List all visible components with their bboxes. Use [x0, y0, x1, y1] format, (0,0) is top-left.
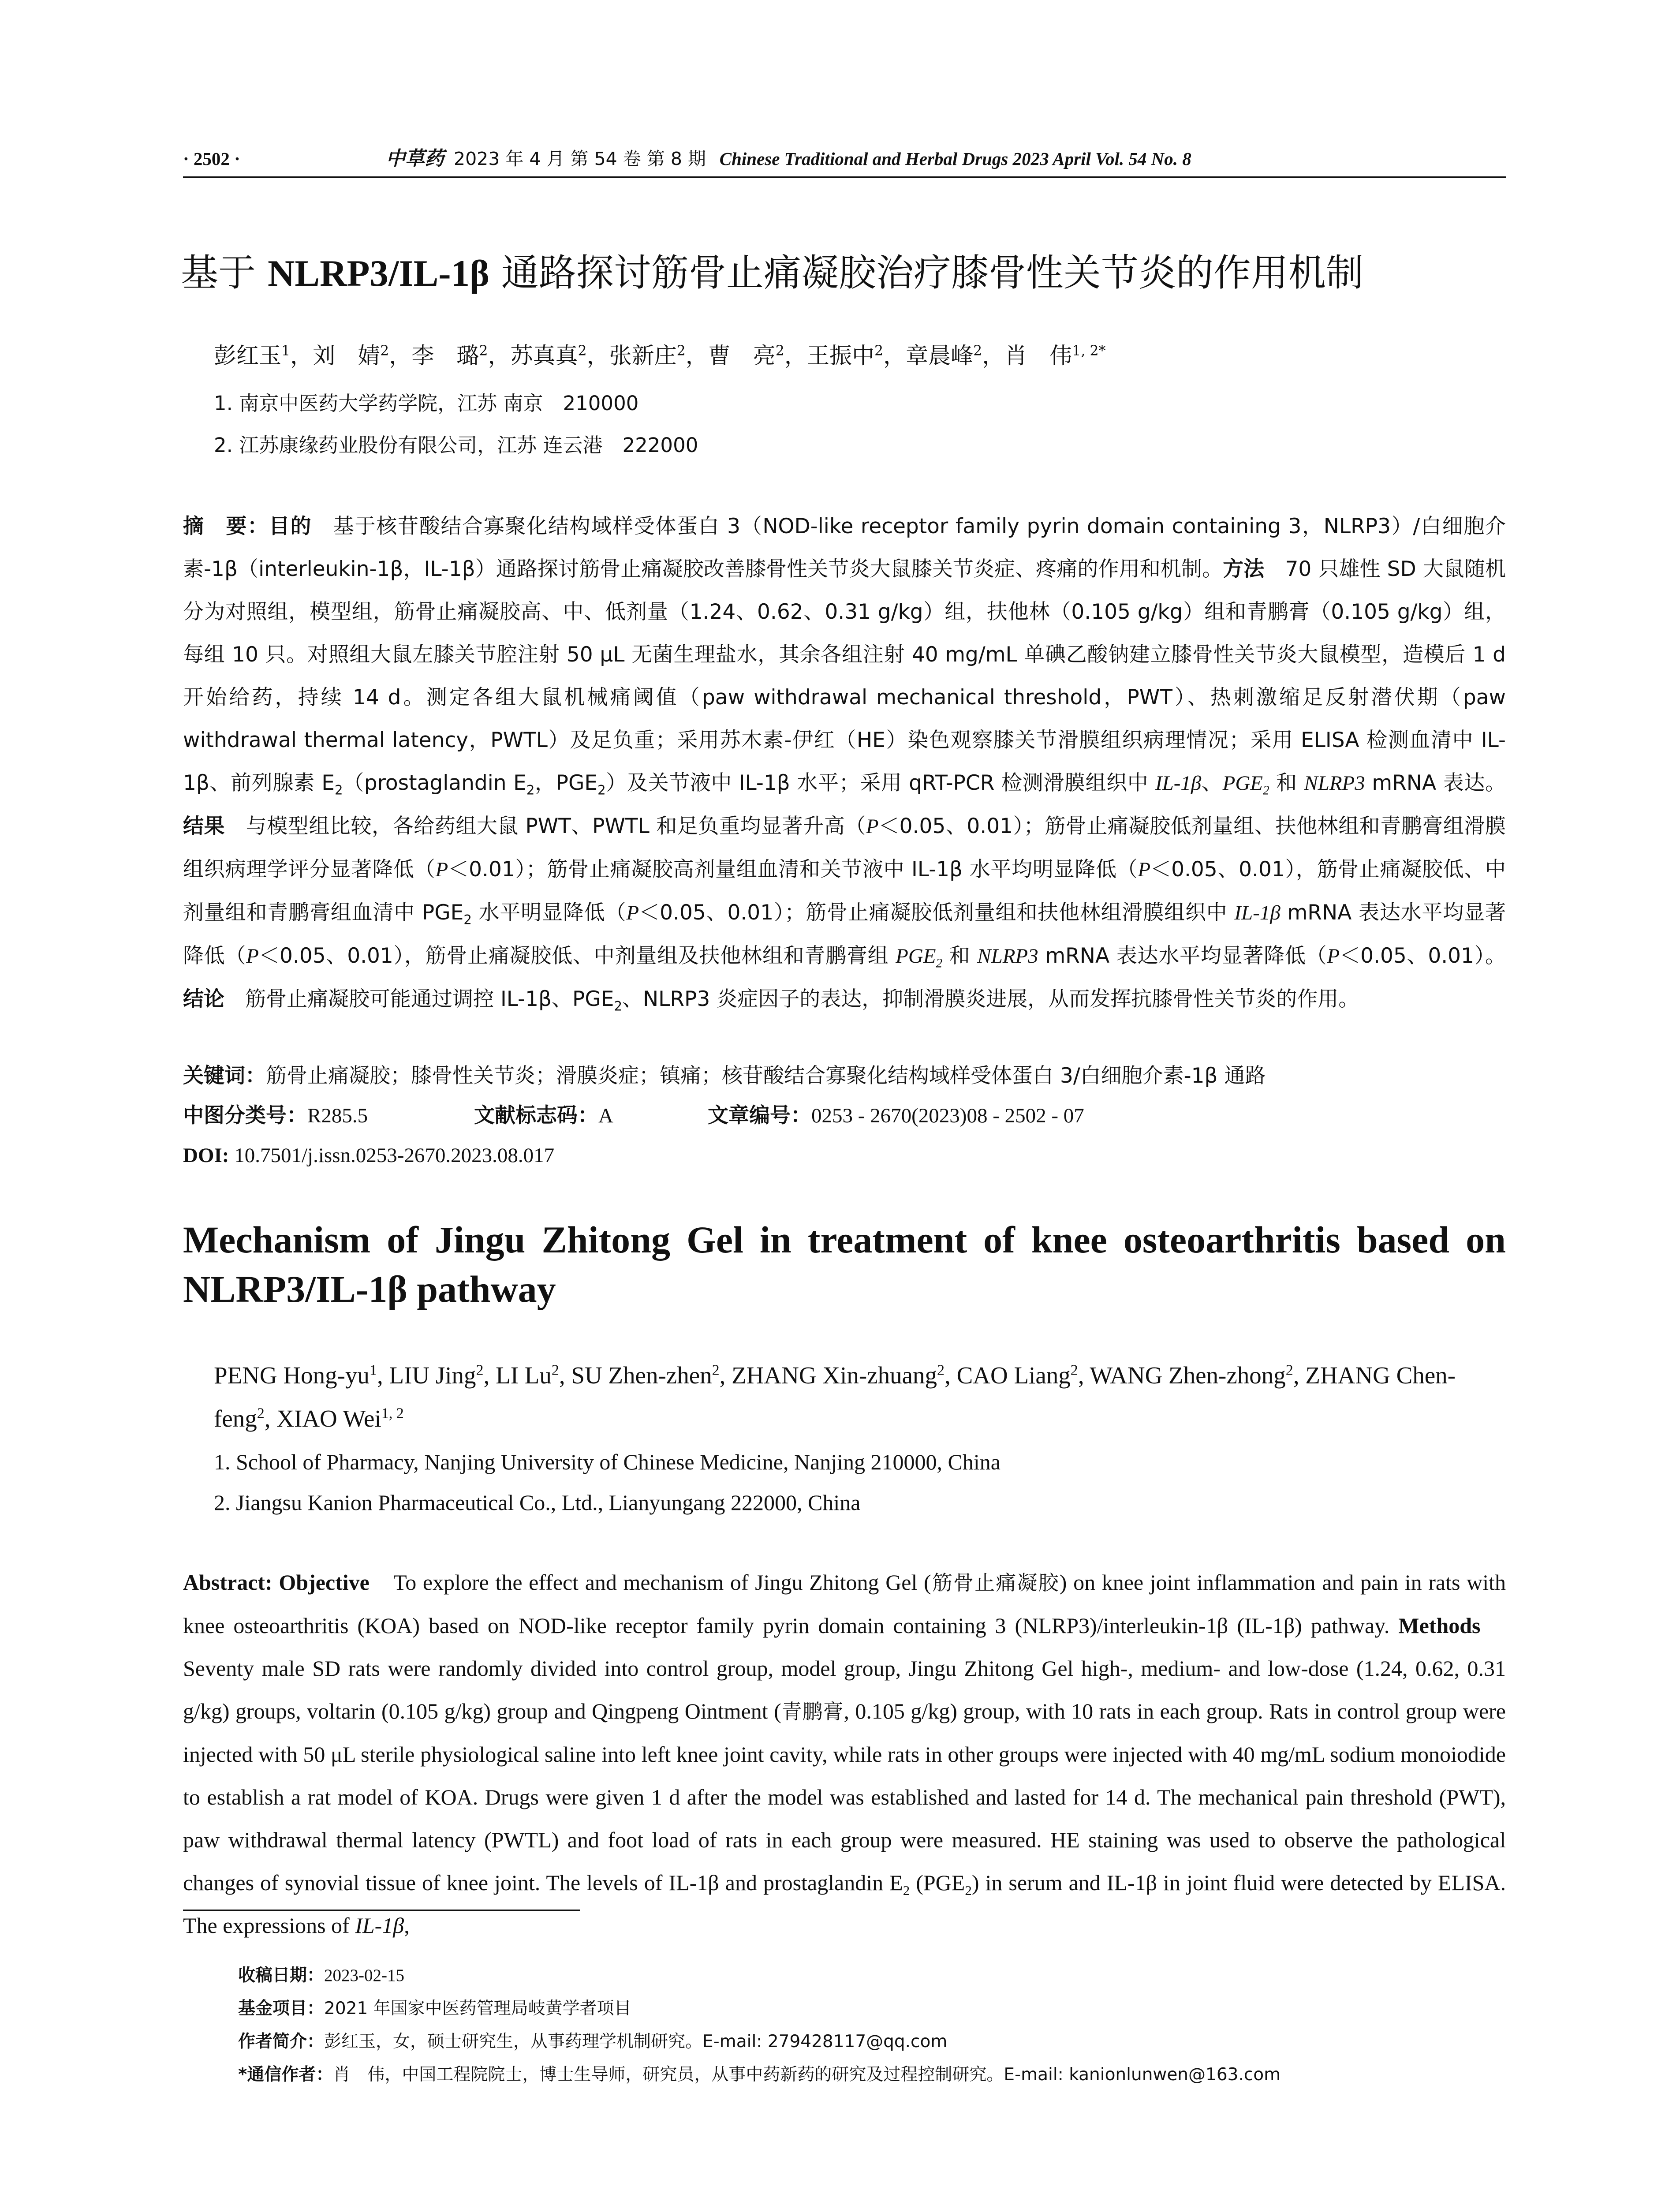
en-author-list: [214, 1354, 1510, 1440]
cn-author-affil-mark: 2: [973, 343, 982, 359]
keywords-text: 筋骨止痛凝胶；膝骨性关节炎；滑膜炎症；镇痛；核苷酸结合寡聚化结构域样受体蛋白 3/白细胞介素-1β 通路: [266, 1064, 1266, 1088]
cn-methods-gene-3: NLRP3: [1304, 772, 1365, 795]
en-author-affil-mark: 2: [937, 1362, 945, 1379]
cn-methods-text-6: 和: [1269, 771, 1304, 795]
en-author-affil-mark: 1, 2: [381, 1405, 404, 1422]
cn-author-affil-mark: 2: [676, 343, 686, 359]
issue-cn: 2023 年 4 月 第 54 卷 第 8 期: [454, 148, 706, 169]
en-author-separator: ,: [377, 1362, 389, 1389]
cn-methods-sub-c: 2: [597, 782, 606, 798]
en-author-separator: ,: [945, 1362, 957, 1389]
cn-methods-text-1: 70 只雄性 SD 大鼠随机分为对照组，模型组，筋骨止痛凝胶高、中、低剂量（1.24、0.62、0.31 g/kg）组，扶他林（0.105 g/kg）组和青鹏膏（0.105 g/kg）组，每组 10 只。对照组大鼠左膝关节腔注射 50 μL 无菌生理盐水，其余各组注射 40 mg/mL 单碘乙酸钠建立膝骨性关节炎大鼠模型，造模后 1 d 开始给药，持续 14 d。测定各组大鼠机械痛阈值（paw withdrawal mechanical threshold，PWT）、热刺激缩足反射潜伏期（paw withdrawal thermal latency，PWTL）及足负重；采用苏木素-伊红（HE）染色观察膝关节滑膜组织病理情况；采用 ELISA 检测血清中 IL-1β、前列腺素 E: [183, 557, 1506, 795]
cn-results-text-5: 水平明显降低（: [471, 901, 627, 925]
cn-methods-sub-b: 2: [526, 782, 535, 798]
cn-results-text-7: mRNA 表达水平均显著降低（: [183, 901, 1506, 968]
en-methods-text-1: Seventy male SD rats were randomly divided into control group, model group, Jingu Zhitong Gel high-, medium- and low-dose (1.24, 0.62, 0.31 g/kg) groups, voltarin (0.105 g/kg) group and Qingpeng Ointment (: [183, 1613, 1506, 1723]
cn-methods-text-7: mRNA 表达。: [1365, 771, 1506, 795]
cn-results-gene-3: NLRP3: [977, 945, 1038, 968]
article-no-value: 0253 - 2670(2023)08 - 2502 - 07: [811, 1104, 1084, 1127]
cn-conclusion-sub: 2: [614, 998, 623, 1014]
cn-results-text-9: 和: [942, 944, 978, 968]
en-methods-label: Methods: [1398, 1613, 1481, 1638]
cn-conclusion-text-2: 、NLRP3 炎症因子的表达，抑制滑膜炎进展，从而发挥抗膝骨性关节炎的作用。: [622, 987, 1359, 1011]
cn-results-p-4: P: [626, 901, 639, 924]
cn-results-sub: 2: [463, 912, 472, 927]
cn-objective-text: 基于核苷酸结合寡聚化结构域样受体蛋白 3（NOD-like receptor family pyrin domain containing 3，NLRP3）/白细胞介素-1β（interleukin-1β，IL-1β）通路探讨筋骨止痛凝胶改善膝骨性关节炎大鼠膝关节炎症、疼痛的作用和机制。: [183, 514, 1506, 581]
cn-author-affil-mark: 2: [775, 343, 784, 359]
journal-name-cn: 中草药: [386, 147, 444, 170]
cn-conclusion-text: 筋骨止痛凝胶可能通过调控 IL-1β、PGE: [224, 987, 614, 1011]
cn-author-separator: ，: [982, 343, 1005, 369]
en-author-affil-mark: 2: [1070, 1362, 1078, 1379]
cn-author-name: 李 璐: [411, 343, 479, 369]
fund-value: 2021 年国家中医药管理局岐黄学者项目: [324, 1999, 631, 2018]
cn-author-separator: ，: [685, 343, 708, 369]
cn-title: [181, 249, 1508, 298]
cn-author-name: 苏真真: [510, 343, 578, 369]
cn-results-text-6: ＜0.05、0.01）；筋骨止痛凝胶低剂量组和扶他林组滑膜组织中: [639, 901, 1235, 925]
en-methods-cn: 青鹏膏: [781, 1700, 844, 1723]
cn-author-separator: ，: [784, 343, 807, 369]
en-author-name: WANG Zhen-zhong: [1090, 1362, 1286, 1389]
en-title: Mechanism of Jingu Zhitong Gel in treatment of knee osteoarthritis based on NLRP3/IL-1β pathway: [183, 1218, 1506, 1310]
cn-results-p-2: P: [435, 858, 448, 881]
doi-label: DOI:: [183, 1144, 229, 1167]
en-objective-cn: 筋骨止痛凝胶: [931, 1571, 1060, 1595]
en-methods-text-2: , 0.105 g/kg) group, with 10 rats in each group. Rats in control group were injected with 50 μL sterile physiological saline into left knee joint cavity, while rats in other groups were injected with 40 mg/mL sodium monoiodide to establish a rat model of KOA. Drugs were given 1 d after the model was established and lasted for 14 d. The mechanical pain threshold (PWT), paw withdrawal thermal latency (PWTL) and foot load of rats in each group were measured. HE staining was used to observe the pathological changes of synovial tissue of knee joint. The levels of IL-1β and prostaglandin E: [183, 1699, 1506, 1895]
corresponding-value: 肖 伟，中国工程院院士，博士生导师，研究员，从事中药新药的研究及过程控制研究。E-mail: kanionlunwen@163.com: [333, 2065, 1281, 2085]
cn-author-list: [214, 340, 1519, 373]
cn-author-separator: ，: [389, 343, 412, 369]
cn-results-text-1: 与模型组比较，各给药组大鼠 PWT、PWTL 和足负重均显著升高（: [225, 814, 866, 838]
cn-results-text-4: ＜0.05、0.01），筋骨止痛凝胶低、中剂量组和青鹏膏组血清中 PGE: [183, 857, 1506, 925]
en-objective-label: Objective: [272, 1570, 370, 1595]
cn-results-p-3: P: [1138, 858, 1151, 881]
cn-results-text-3: ＜0.01）；筋骨止痛凝胶高剂量组血清和关节液中 IL-1β 水平均明显降低（: [448, 857, 1138, 882]
cn-author-separator: ，: [290, 343, 313, 369]
doc-code-label: 文献标志码：: [474, 1103, 598, 1128]
en-author-name: XIAO Wei: [276, 1405, 381, 1432]
cn-methods-gene-1: IL-1β: [1155, 772, 1202, 795]
cn-author-name: 王振中: [806, 343, 874, 369]
en-author-name: SU Zhen-zhen: [571, 1362, 712, 1389]
received-label: 收稿日期：: [238, 1966, 325, 1985]
en-author-name: ZHANG Xin-zhuang: [732, 1362, 937, 1389]
en-abstract: [183, 1561, 1506, 1947]
cn-results-label: 结果: [183, 814, 225, 838]
en-author-name: ZHANG Chen-feng: [214, 1362, 1456, 1432]
cn-author-separator: ，: [586, 343, 609, 369]
page-number: · 2502 ·: [183, 149, 240, 169]
cn-abstract: [183, 505, 1506, 1020]
cn-methods-text-5: 、: [1201, 771, 1223, 795]
cn-results-text-10: mRNA 表达水平均显著降低（: [1038, 944, 1327, 968]
cn-author-name: 章晨峰: [906, 343, 974, 369]
cn-results-text-11: ＜0.05、0.01）。: [1340, 944, 1506, 968]
en-author-name: PENG Hong-yu: [214, 1362, 370, 1389]
keywords-label: 关键词：: [183, 1064, 266, 1088]
header-rule: [183, 176, 1506, 178]
en-author-separator: ,: [264, 1405, 277, 1432]
footnote-corresponding: [238, 2062, 1281, 2088]
cn-affiliation-2: 2. 江苏康缘药业股份有限公司，江苏 连云港 222000: [214, 434, 698, 457]
running-header: [183, 143, 1506, 174]
doi-line: [183, 1138, 554, 1173]
en-methods-text-4: ) in serum and IL-1β in joint fluid were detected by ELISA. The expressions of: [183, 1870, 1506, 1938]
cn-results-gene-2-sub: 2: [936, 956, 943, 971]
cn-author-separator: ，: [488, 343, 511, 369]
en-objective-text-1: To explore the effect and mechanism of Jingu Zhitong Gel (: [369, 1570, 931, 1595]
en-objective-text-2: ) on knee joint inflammation and pain in rats with knee osteoarthritis (KOA) based on NOD-like receptor family pyrin domain containing 3 (NLRP3)/interleukin-1β (IL-1β) pathway.: [183, 1570, 1506, 1638]
article-no-label: 文章编号：: [708, 1103, 811, 1128]
en-methods-sub-b: 2: [965, 1883, 972, 1898]
en-author-separator: ,: [1293, 1362, 1306, 1389]
journal-name-en: Chinese Traditional and Herbal Drugs 2023 April Vol. 54 No. 8: [719, 149, 1191, 169]
cn-author-affil-mark: 1: [281, 343, 291, 359]
cn-author-name: 曹 亮: [708, 343, 776, 369]
en-author-affil-mark: 2: [1285, 1362, 1293, 1379]
en-author-affil-mark: 2: [712, 1362, 720, 1379]
cn-conclusion-label: 结论: [183, 987, 224, 1011]
cn-keywords: [183, 1058, 1266, 1094]
footnote-fund: [238, 1996, 631, 2022]
cn-results-p-1: P: [866, 815, 879, 838]
journal-line: [386, 143, 1191, 174]
cn-author-name: 张新庄: [609, 343, 677, 369]
cn-objective-label: 目的: [269, 514, 312, 538]
doi-value: 10.7501/j.issn.0253-2670.2023.08.017: [229, 1144, 555, 1167]
en-abstract-label: Abstract:: [183, 1570, 273, 1595]
cn-results-p-6: P: [1327, 945, 1340, 968]
en-author-separator: ,: [1078, 1362, 1090, 1389]
en-author-affil-mark: 2: [476, 1362, 484, 1379]
cn-methods-gene-2: PGE: [1222, 772, 1263, 795]
cn-results-gene-2: PGE: [896, 945, 936, 968]
corresponding-label: *通信作者：: [238, 2065, 333, 2085]
author-bio-label: 作者简介：: [238, 2032, 325, 2052]
cn-author-affil-mark: 1, 2*: [1072, 343, 1106, 359]
received-value: 2023-02-15: [324, 1966, 404, 1985]
en-methods-text-5: ,: [404, 1913, 410, 1938]
cn-author-affil-mark: 2: [578, 343, 587, 359]
cn-affiliation-1: 1. 南京中医药大学药学院，江苏 南京 210000: [214, 392, 639, 415]
cn-results-text-2: ＜0.05、0.01）；筋骨止痛凝胶低剂量组、扶他林组和青鹏膏组滑膜组织病理学评分显著降低（: [183, 814, 1506, 882]
en-author-affil-mark: 1: [369, 1362, 377, 1379]
doc-code-value: A: [598, 1104, 613, 1127]
footnote-rule: [183, 1910, 580, 1911]
en-author-separator: ,: [483, 1362, 496, 1389]
en-author-separator: ,: [719, 1362, 732, 1389]
cn-title-part-c: 通路探讨筋骨止痛凝胶治疗膝骨性关节炎的作用机制: [489, 251, 1363, 295]
author-bio-value: 彭红玉，女，硕士研究生，从事药理学机制研究。E-mail: 279428117@qq.com: [324, 2032, 948, 2052]
cn-author-affil-mark: 2: [380, 343, 389, 359]
cn-methods-label: 方法: [1223, 557, 1265, 581]
en-methods-text-3: (PGE: [910, 1870, 965, 1895]
cn-abstract-label: 摘 要：: [183, 514, 269, 538]
en-methods-gene: IL-1β: [355, 1913, 404, 1938]
en-affiliation-1: 1. School of Pharmacy, Nanjing University of Chinese Medicine, Nanjing 210000, China: [214, 1450, 1001, 1474]
en-author-separator: ,: [559, 1362, 571, 1389]
en-methods-sub-a: 2: [903, 1883, 910, 1898]
cn-author-name: 彭红玉: [214, 343, 282, 369]
en-author-name: LIU Jing: [389, 1362, 476, 1389]
cn-methods-sub-a: 2: [335, 782, 343, 798]
cn-methods-text-2: （prostaglandin E: [343, 771, 526, 795]
cn-author-affil-mark: 2: [874, 343, 884, 359]
cn-author-separator: ，: [883, 343, 906, 369]
en-affiliation-2: 2. Jiangsu Kanion Pharmaceutical Co., Ltd., Lianyungang 222000, China: [214, 1490, 861, 1515]
fund-label: 基金项目：: [238, 1999, 325, 2018]
cn-results-p-5: P: [246, 945, 259, 968]
en-author-name: LI Lu: [496, 1362, 552, 1389]
cn-methods-text-4: ）及关节液中 IL-1β 水平；采用 qRT-PCR 检测滑膜组织中: [605, 771, 1155, 795]
cn-results-gene-1: IL-1β: [1234, 901, 1281, 924]
footnote-received: [238, 1962, 404, 1989]
cn-classification-line: [183, 1098, 1084, 1133]
cn-author-affil-mark: 2: [479, 343, 488, 359]
cn-methods-gene-2-sub: 2: [1263, 783, 1269, 798]
cn-author-name: 刘 婧: [313, 343, 381, 369]
cn-title-part-b: NLRP3/IL-1β: [268, 253, 489, 294]
cn-title-part-a: 基于: [181, 251, 268, 295]
en-author-name: CAO Liang: [956, 1362, 1071, 1389]
cn-results-text-8: ＜0.05、0.01），筋骨止痛凝胶低、中剂量组及扶他林组和青鹏膏组: [259, 944, 896, 968]
clc-label: 中图分类号：: [183, 1103, 307, 1128]
en-author-affil-mark: 2: [257, 1405, 265, 1422]
clc-value: R285.5: [307, 1104, 368, 1127]
footnote-author: [238, 2029, 947, 2055]
en-author-affil-mark: 2: [551, 1362, 559, 1379]
cn-methods-text-3: ，PGE: [534, 771, 598, 795]
cn-author-name: 肖 伟: [1004, 343, 1072, 369]
